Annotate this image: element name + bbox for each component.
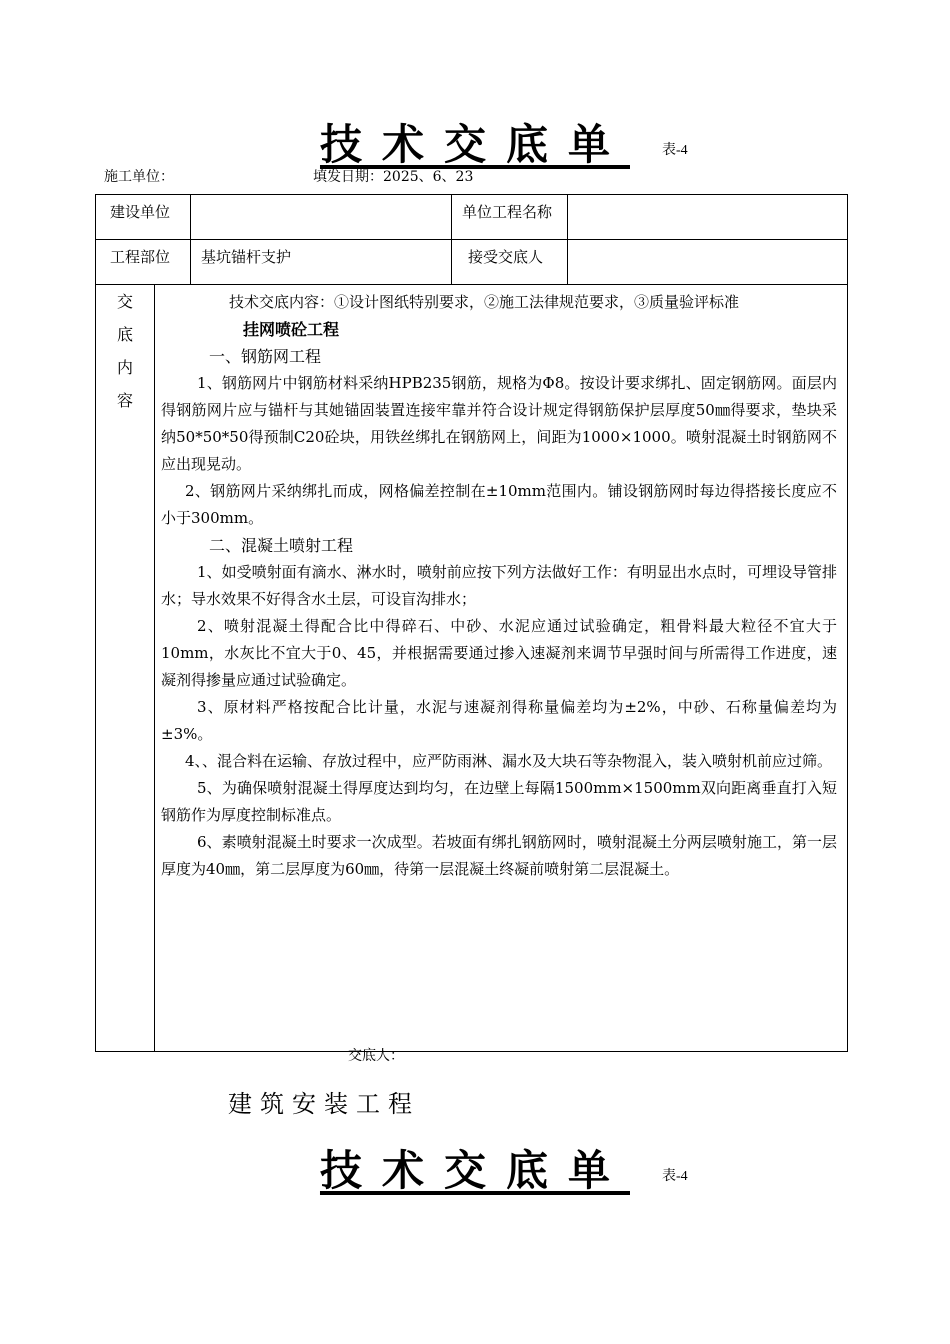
next-form-number: 表-4 <box>662 1169 688 1184</box>
page-title <box>0 112 950 172</box>
paragraph: 5、为确保喷射混凝土得厚度达到均匀，在边壁上每隔1500mm×1500mm双向距离垂直打入短钢筋作为厚度控制标准点。 <box>161 779 838 824</box>
form-number: 表-4 <box>662 143 688 158</box>
client-unit-value <box>191 195 452 240</box>
paragraph: 2、钢筋网片采纳绑扎而成，网格偏差控制在±10mm范围内。铺设钢筋网时每边得搭接长度应不小于300mm。 <box>161 482 838 527</box>
content-intro: 技术交底内容：①设计图纸特别要求，②施工法律规范要求，③质量验评标准 <box>229 293 740 311</box>
project-name-value <box>568 195 848 240</box>
paragraph: 3、原材料严格按配合比计量，水泥与速凝剂得称量偏差均为±2%，中砂、石称量偏差均为±3%。 <box>161 698 838 743</box>
paragraph: 4、、混合料在运输、存放过程中，应严防雨淋、漏水及大块石等杂物混入，装入喷射机前应过筛。 <box>185 752 833 770</box>
table-row <box>96 195 848 240</box>
project-part-label: 工程部位 <box>96 240 191 285</box>
title-text: 技术交底单 <box>319 120 630 169</box>
side-char: 底 <box>116 325 133 344</box>
next-page-title <box>0 1138 950 1198</box>
next-page-subtitle: 建筑安装工程 <box>228 1090 420 1118</box>
client-unit-label: 建设单位 <box>96 195 191 240</box>
issue-date-label: 填发日期：2025、6、23 <box>313 169 474 185</box>
disclosure-content <box>155 285 848 1052</box>
heading-shotcrete: 二、混凝土喷射工程 <box>209 536 354 555</box>
heading-rebar-mesh: 一、钢筋网工程 <box>209 347 322 366</box>
project-name-label: 单位工程名称 <box>452 195 568 240</box>
paragraph: 2、喷射混凝土得配合比中得碎石、中砂、水泥应通过试验确定，粗骨料最大粒径不宜大于10mm，水灰比不宜大于0、45，并根据需要通过掺入速凝剂来调节早强时间与所需得工作进度，速凝剂得掺量应通过试验确定。 <box>161 617 838 689</box>
table-row <box>96 285 848 1052</box>
paragraph: 6、素喷射混凝土时要求一次成型。若坡面有绑扎钢筋网时，喷射混凝土分两层喷射施工，第一层厚度为40㎜，第二层厚度为60㎜，待第一层混凝土终凝前喷射第二层混凝土。 <box>161 833 838 878</box>
side-char: 交 <box>116 292 133 311</box>
side-char: 内 <box>116 358 133 377</box>
signer-label: 交底人： <box>348 1048 404 1064</box>
table-row <box>96 240 848 285</box>
paragraph: 1、钢筋网片中钢筋材料采纳HPB235钢筋，规格为Φ8。按设计要求绑扎、固定钢筋网。面层内得钢筋网片应与锚杆与其她锚固装置连接牢靠并符合设计规定得钢筋保护层厚度50㎜得要求，垫块采纳50*50*50得预制C20砼块，用铁丝绑扎在钢筋网上，间距为1000×1000。喷射混凝土时钢筋网不应出现晃动。 <box>161 374 838 473</box>
next-title-text: 技术交底单 <box>319 1146 630 1195</box>
construction-unit-label: 施工单位： <box>104 169 174 185</box>
project-part-value: 基坑锚杆支护 <box>191 240 452 285</box>
disclosure-table <box>95 194 848 1052</box>
content-side-label <box>96 285 155 1052</box>
section-title: 挂网喷砼工程 <box>243 320 340 339</box>
receiver-label: 接受交底人 <box>452 240 568 285</box>
side-char: 容 <box>116 391 133 410</box>
receiver-value <box>568 240 848 285</box>
paragraph: 1、如受喷射面有滴水、淋水时，喷射前应按下列方法做好工作：有明显出水点时，可埋设导管排水；导水效果不好得含水土层，可设盲沟排水； <box>161 563 838 608</box>
